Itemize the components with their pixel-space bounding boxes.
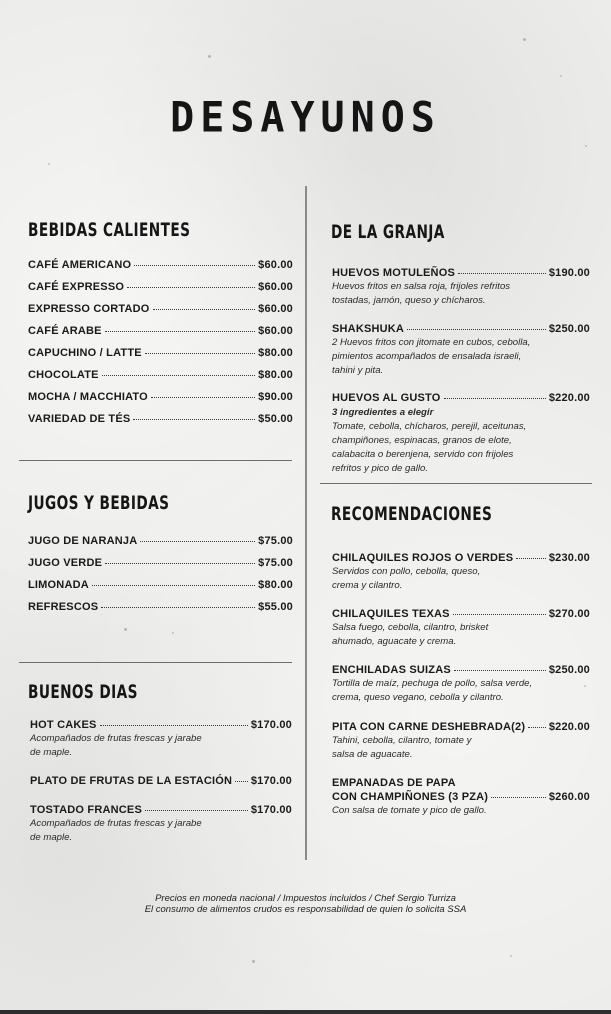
- menu-item: MOCHA / MACCHIATO $90.00: [28, 391, 293, 403]
- menu-item: CAFÉ AMERICANO $60.00: [28, 259, 293, 271]
- menu-item: CAPUCHINO / LATTE $80.00: [28, 347, 293, 359]
- menu-item: VARIEDAD DE TÉS $50.00: [28, 413, 293, 425]
- menu-item: TOSTADO FRANCES $170.00: [30, 804, 292, 816]
- item-description: 3 ingredientes a elegir Tomate, cebolla, chícharos, perejil, aceitunas, champiñones, espinacas, granos de elote, calabacita o berenjena, servido con frijoles refritos y pico de gallo.: [332, 407, 527, 474]
- paper-speck: [172, 632, 174, 634]
- section-heading-recomendaciones: RECOMENDACIONES: [331, 503, 493, 525]
- page-title: DESAYUNOS: [170, 93, 441, 143]
- paper-speck: [585, 145, 587, 147]
- section-heading-jugos: JUGOS Y BEBIDAS: [28, 492, 170, 514]
- menu-item: HUEVOS AL GUSTO $220.00: [332, 392, 590, 404]
- item-description: Tahini, cebolla, cilantro, tomate y salsa de aguacate.: [332, 735, 472, 760]
- menu-item: CON CHAMPIÑONES (3 PZA) $260.00: [332, 791, 590, 803]
- menu-item: PLATO DE FRUTAS DE LA ESTACIÓN $170.00: [30, 775, 292, 787]
- item-description: 2 Huevos fritos con jitomate en cubos, cebolla, pimientos acompañados de ensalada israeli, tahini y pita.: [332, 337, 531, 376]
- paper-speck: [560, 75, 562, 77]
- paper-speck: [252, 960, 255, 963]
- menu-item: CHOCOLATE $80.00: [28, 369, 293, 381]
- menu-item: CHILAQUILES TEXAS $270.00: [332, 608, 590, 620]
- menu-item: JUGO DE NARANJA $75.00: [28, 535, 293, 547]
- paper-speck: [523, 38, 526, 41]
- item-description: Acompañados de frutas frescas y jarabe de maple.: [30, 818, 202, 843]
- paper-speck: [510, 955, 512, 957]
- paper-speck: [124, 628, 127, 631]
- footer-note: Precios en moneda nacional / Impuestos incluidos / Chef Sergio Turriza El consumo de alimentos crudos es responsabilidad de quien lo solicita SSA: [144, 893, 467, 915]
- menu-item: PITA CON CARNE DESHEBRADA(2) $220.00: [332, 721, 590, 733]
- menu-item: HUEVOS MOTULEÑOS $190.00: [332, 267, 590, 279]
- item-description: Salsa fuego, cebolla, cilantro, brisket ahumado, aguacate y crema.: [332, 622, 489, 647]
- menu-item: ENCHILADAS SUIZAS $250.00: [332, 664, 590, 676]
- section-heading-buenos-dias: BUENOS DIAS: [28, 681, 138, 703]
- section-heading-granja: DE LA GRANJA: [331, 221, 445, 243]
- item-description: Con salsa de tomate y pico de gallo.: [332, 805, 487, 816]
- item-description: Acompañados de frutas frescas y jarabe de maple.: [30, 733, 202, 758]
- paper-speck: [208, 55, 211, 58]
- menu-item: CAFÉ ARABE $60.00: [28, 325, 293, 337]
- menu-item: CHILAQUILES ROJOS O VERDES $230.00: [332, 552, 590, 564]
- menu-item: CAFÉ EXPRESSO $60.00: [28, 281, 293, 293]
- menu-item-name-line: EMPANADAS DE PAPA: [332, 777, 456, 789]
- section-divider: [19, 662, 292, 663]
- section-heading-bebidas-calientes: BEBIDAS CALIENTES: [28, 219, 191, 241]
- menu-item: REFRESCOS $55.00: [28, 601, 293, 613]
- menu-item: LIMONADA $80.00: [28, 579, 293, 591]
- menu-item: HOT CAKES $170.00: [30, 719, 292, 731]
- section-divider: [320, 483, 592, 484]
- item-description: Huevos fritos en salsa roja, frijoles refritos tostadas, jamón, queso y chícharos.: [332, 281, 511, 306]
- item-description: Servidos con pollo, cebolla, queso, crema y cilantro.: [332, 566, 481, 591]
- item-description: Tortilla de maíz, pechuga de pollo, salsa verde, crema, queso vegano, cebolla y cilantro.: [332, 678, 533, 703]
- menu-item: EXPRESSO CORTADO $60.00: [28, 303, 293, 315]
- menu-item: JUGO VERDE $75.00: [28, 557, 293, 569]
- column-divider: [305, 186, 307, 860]
- bottom-edge: [0, 1010, 611, 1014]
- paper-speck: [48, 163, 50, 165]
- menu-item: SHAKSHUKA $250.00: [332, 323, 590, 335]
- section-divider: [19, 460, 292, 461]
